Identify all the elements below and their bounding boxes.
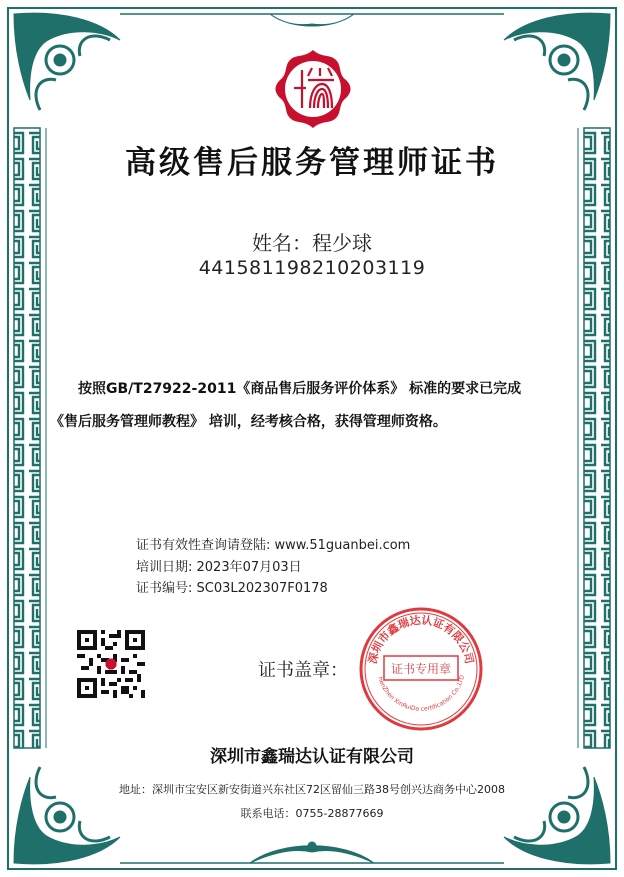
qr-code-icon <box>77 630 145 698</box>
training-date: 培训日期: 2023年07月03日 <box>136 560 302 575</box>
company-address: 地址：深圳市宝安区新安街道兴东社区72区留仙三路38号创兴达商务中心2008 <box>119 783 505 796</box>
company-phone: 联系电话：0755-28877669 <box>240 807 384 820</box>
certificate-title: 高级售后服务管理师证书 <box>125 145 499 181</box>
body-text-line2: 《售后服务管理师教程》 培训，经考核合格，获得管理师资格。 <box>50 414 447 430</box>
holder-name: 姓名：程少球 <box>252 231 372 255</box>
seal-label: 证书盖章： <box>258 660 348 681</box>
qr-code <box>77 630 145 698</box>
red-seal-icon <box>356 604 486 734</box>
seal-center-text: 证书专用章 <box>390 662 452 676</box>
holder-id-number: 441581198210203119 <box>198 257 426 279</box>
verification-website: 证书有效性查询请登陆: www.51guanbei.com <box>136 538 411 553</box>
certificate-number: 证书编号: SC03L202307F0178 <box>136 581 328 596</box>
body-text-line1: 按照GB/T27922-2011《商品售后服务评价体系》 标准的要求已完成 <box>78 381 522 397</box>
company-logo <box>272 48 354 130</box>
seal-bottom-text: henZhen XinRuiDa certification Co.,LTD <box>376 674 467 713</box>
seal-top-text: 深圳市鑫瑞达认证有限公司 <box>366 613 476 666</box>
issuing-company: 深圳市鑫瑞达认证有限公司 <box>210 747 414 767</box>
svg-text:深圳市鑫瑞达认证有限公司 <box>366 613 477 665</box>
company-seal <box>356 604 486 734</box>
fingerprint-logo-icon <box>272 48 354 130</box>
